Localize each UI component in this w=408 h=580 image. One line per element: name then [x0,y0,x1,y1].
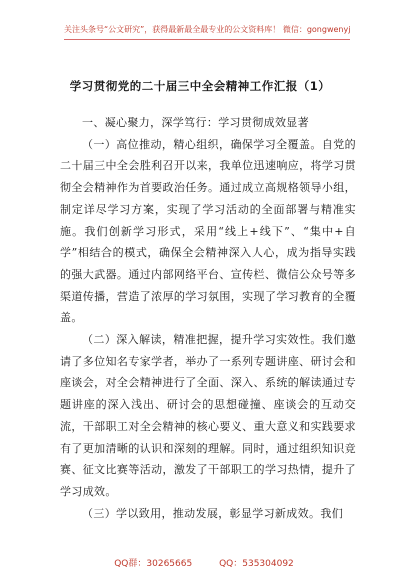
page-header-banner: 关注头条号“公文研究”，获得最新最全最专业的公文资料库！ 微信：gongwenyj [64,24,350,40]
qq-contact-text: QQ：535304092 [219,559,294,569]
page-footer [0,556,408,569]
paragraph-1: （一）高位推动，精心组织，确保学习全覆盖。自党的二十届三中全会胜利召开以来，我单位迅速响应，将学习贯彻全会精神作为首要政治任务。通过成立高规格领导小组，制定详尽学习方案，实现了学习活动的全面部署与精准实施。我们创新学习形式，采用“线上+线下”、“集中+自学”相结合的模式，确保全会精神深入人心，成为指导实践的强大武器。通过内部网络平台、宣传栏、微信公众号等多渠道传播，营造了浓厚的学习氛围，实现了学习教育的全覆盖。 [60,137,356,325]
section-heading: 一、凝心聚力，深学笃行：学习贯彻成效显著 [82,116,309,129]
document-title: 学习贯彻党的二十届三中全会精神工作汇报（1） [69,79,331,93]
qq-group-text: QQ群：30265665 [114,559,193,569]
paragraph-2: （二）深入解读，精准把握，提升学习实效性。我们邀请了多位知名专家学者，举办了一系列专题讲座、研讨会和座谈会，对全会精神进行了全面、深入、系统的解读通过专题讲座的深入浅出、研讨会的思想碰撞、座谈会的互动交流，干部职工对全会精神的核心要义、重大意义和实践要求有了更加清晰的认识和深刻的理解。同时，通过组织知识竞赛、征文比赛等活动，激发了干部职工的学习热情，提升了学习成效。 [60,333,356,498]
document-body [60,112,356,524]
paragraph-3: （三）学以致用，推动发展，彰显学习新成效。我们 [82,506,344,520]
